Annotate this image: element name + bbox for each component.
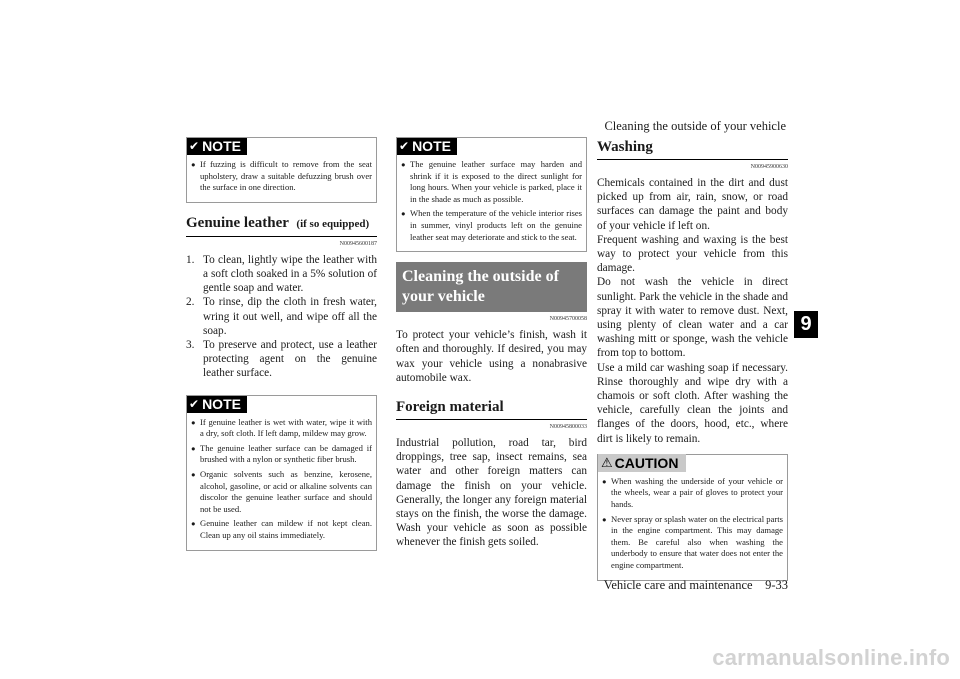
note-item: ● When the temperature of the vehicle interior rises in summer, vinyl products left on the genuine leather seat may deteriorate and stick to the seat. — [401, 208, 582, 243]
running-footer: Vehicle care and maintenance 9-33 — [603, 578, 788, 592]
caution-box — [597, 454, 788, 581]
paragraph: Chemicals contained in the dirt and dust picked up from air, rain, snow, or road surfaces can damage the paint and body of your vehicle if left on. — [597, 177, 788, 232]
watermark: carmanualsonline.info — [712, 645, 950, 670]
note-list — [191, 417, 372, 542]
section-heading-foreign-material: Foreign material — [396, 397, 587, 420]
section-heading-washing: Washing — [597, 137, 788, 160]
note-label: ✔ NOTE — [187, 396, 247, 413]
section-id: N00945800033 — [549, 423, 587, 430]
step-item: 2. To rinse, dip the cloth in fresh water, wring it out well, and wipe off all the soap. — [186, 296, 377, 337]
column-2 — [396, 137, 587, 550]
paragraph: Do not wash the vehicle in direct sunlight. Park the vehicle in the shade and spray it with water to remove dust. Next, using plenty of clean water and a car washing mitt or sponge, wash the vehicle from top to bottom. — [597, 276, 788, 360]
warning-triangle-icon: ⚠ — [601, 455, 613, 471]
running-header: Cleaning the outside of your vehicle — [604, 119, 786, 133]
note-item: ● Genuine leather can mildew if not kept clean. Clean up any oil stains immediately. — [191, 518, 372, 541]
note-list — [191, 159, 372, 194]
note-item: ● If fuzzing is difficult to remove from the seat upholstery, draw a suitable defuzzing brush over the surface in one direction. — [191, 159, 372, 194]
section-id: N00945700058 — [549, 316, 587, 323]
paragraph: To protect your vehicle’s finish, wash it often and thoroughly. If desired, you may wax your vehicle using a nonabrasive automobile wax. — [396, 329, 587, 384]
section-id: N00945600187 — [339, 240, 377, 247]
note-box-defuzz — [186, 137, 377, 203]
section-id: N00945900630 — [750, 164, 788, 170]
check-icon: ✔ — [399, 139, 410, 153]
check-icon: ✔ — [189, 396, 200, 411]
paragraph: Use a mild car washing soap if necessary. Rinse thoroughly and wipe dry with a chamois or soft cloth. After washing the vehicle, carefully clean the joints and flanges of the doors, hood, etc., where dirt is likely to remain. — [597, 361, 788, 445]
note-item: ● Organic solvents such as benzine, kerosene, alcohol, gasoline, or acid or alkaline solvents can discolor the genuine leather surface and should not be used. — [191, 469, 372, 515]
column-1 — [186, 137, 377, 551]
check-icon: ✔ — [189, 139, 200, 153]
column-3 — [597, 137, 788, 581]
page-number: 9-33 — [765, 578, 788, 592]
caution-list — [602, 476, 783, 572]
step-item: 1. To clean, lightly wipe the leather with a soft cloth soaked in a 5% solution of gentle soap and water. — [186, 253, 377, 295]
note-box-leather-care — [186, 395, 377, 551]
note-label: ✔ NOTE — [397, 138, 457, 155]
chapter-tab: 9 — [794, 311, 818, 338]
note-item: ● The genuine leather surface may harden and shrink if it is exposed to the direct sunlight for long hours. When your vehicle is parked, place it in the shade as much as possible. — [401, 159, 582, 205]
section-heading-cleaning-outside: Cleaning the outside of your vehicle — [396, 262, 587, 312]
step-item: 3. To preserve and protect, use a leather protecting agent on the genuine leather surface. — [186, 339, 377, 380]
note-item: ● If genuine leather is wet with water, wipe it with a dry, soft cloth. If left damp, mildew may grow. — [191, 417, 372, 440]
note-list — [401, 159, 582, 243]
paragraph: Industrial pollution, road tar, bird droppings, tree sap, insect remains, sea water and other foreign matters can damage the finish on your vehicle. Generally, the longer any foreign material stays on the finish, the worse the damage. Wash your vehicle as soon as possible whenever the finish gets soiled. — [396, 436, 587, 549]
leather-steps — [186, 253, 377, 381]
caution-item: ● When washing the underside of your vehicle or the wheels, wear a pair of gloves to protect your hands. — [602, 476, 783, 511]
note-box-sunlight — [396, 137, 587, 252]
caution-label: ⚠ CAUTION — [598, 454, 686, 472]
caution-item: ● Never spray or splash water on the electrical parts in the engine compartment. This may damage them. Be careful also when washing the underbody to ensure that water does not enter the engine compartment. — [602, 514, 783, 572]
section-heading-genuine-leather: Genuine leather (if so equipped) — [186, 213, 377, 237]
note-label: ✔ NOTE — [187, 138, 247, 155]
paragraph: Frequent washing and waxing is the best way to protect your vehicle from this damage. — [597, 233, 788, 275]
note-item: ● The genuine leather surface can be damaged if brushed with a nylon or synthetic fiber brush. — [191, 443, 372, 466]
